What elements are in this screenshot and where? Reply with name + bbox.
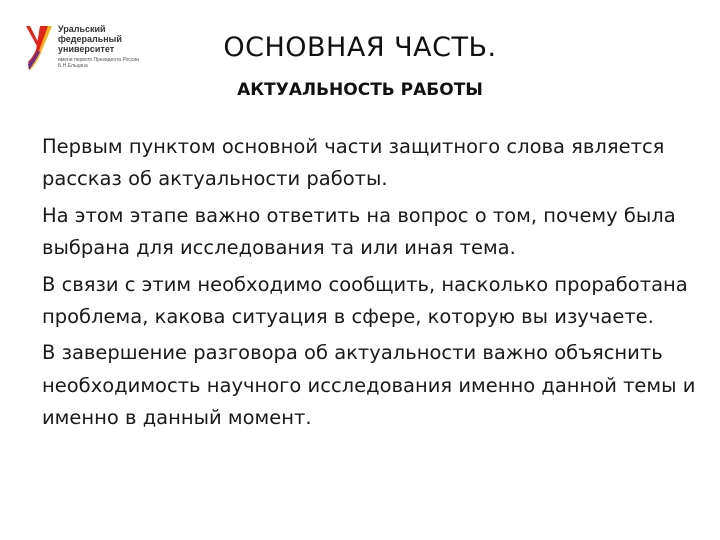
slide-subtitle: АКТУАЛЬНОСТЬ РАБОТЫ bbox=[237, 80, 483, 100]
logo-wordmark bbox=[58, 24, 122, 54]
slide-body bbox=[42, 131, 702, 435]
urfu-logo-icon bbox=[24, 24, 54, 72]
university-logo bbox=[24, 24, 154, 72]
body-paragraph: Первым пунктом основной части защитного слова является рассказ об актуальности работы. bbox=[42, 135, 665, 191]
logo-subtitle: имени первого Президента России Б.Н.Ельцина bbox=[58, 57, 139, 69]
slide-title: ОСНОВНАЯ ЧАСТЬ. bbox=[223, 32, 497, 63]
body-paragraph: В связи с этим необходимо сообщить, насколько проработана проблема, какова ситуация в сфере, которую вы изучаете. bbox=[42, 272, 688, 329]
body-paragraph: В завершение разговора об актуальности важно объяснить необходимость научного исследования именно данной темы и именно в данный момент. bbox=[42, 341, 696, 430]
body-paragraph: На этом этапе важно ответить на вопрос о том, почему была выбрана для исследования та или иная тема. bbox=[42, 203, 676, 260]
logo-line: университет bbox=[58, 44, 115, 54]
logo-line: Уральский bbox=[58, 24, 106, 34]
logo-line: федеральный bbox=[58, 34, 122, 44]
